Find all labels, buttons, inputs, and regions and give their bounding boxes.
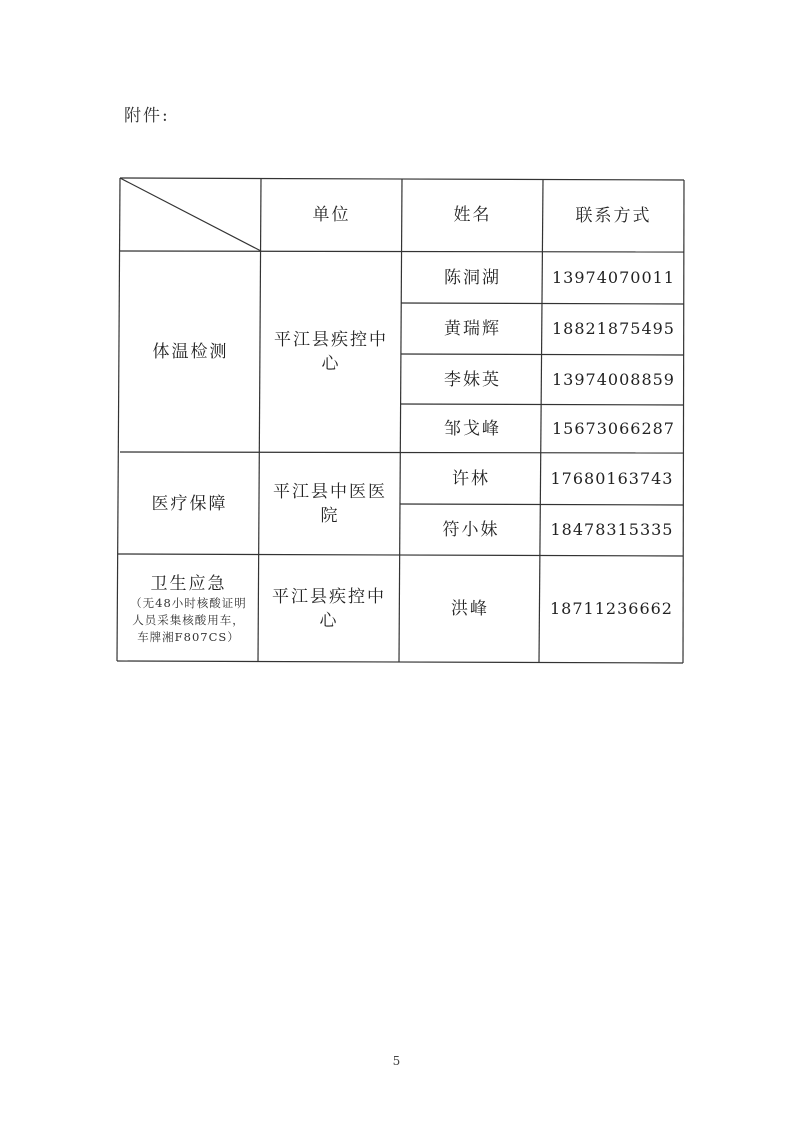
category-temperature: 体温检测 xyxy=(152,342,229,362)
phone-cell: 13974070011 xyxy=(552,267,675,287)
category-note: （无48小时核酸证明人员采集核酸用车，车牌湘F807CS） xyxy=(130,595,247,644)
header-unit: 单位 xyxy=(312,205,351,225)
category-title: 卫生应急 xyxy=(150,573,227,594)
name-cell: 陈洞湖 xyxy=(444,267,501,288)
header-name: 姓名 xyxy=(453,205,492,225)
category-emergency xyxy=(118,556,259,662)
phone-cell: 18478315335 xyxy=(550,520,674,539)
phone-cell: 13974008859 xyxy=(552,369,675,389)
header-contact: 联系方式 xyxy=(575,206,652,226)
header-diagonal xyxy=(120,178,261,251)
unit-cell: 平江县疾控中心 xyxy=(272,587,386,631)
name-cell: 符小妹 xyxy=(442,520,500,540)
attachment-label: 附件: xyxy=(124,106,170,126)
name-cell: 洪峰 xyxy=(451,599,489,619)
phone-cell: 15673066287 xyxy=(552,419,675,438)
name-cell: 许林 xyxy=(452,468,490,489)
name-cell: 邹戈峰 xyxy=(444,419,501,439)
name-cell: 李妹英 xyxy=(444,369,501,390)
unit-cell: 平江县疾控中心 xyxy=(274,330,388,374)
phone-cell: 17680163743 xyxy=(550,468,674,488)
category-medical: 医疗保障 xyxy=(151,494,228,514)
name-cell: 黄瑞辉 xyxy=(444,319,501,339)
phone-cell: 18821875495 xyxy=(552,319,675,338)
unit-cell: 平江县中医医院 xyxy=(273,482,387,526)
page-number: 5 xyxy=(392,1054,401,1068)
phone-cell: 18711236662 xyxy=(550,599,673,618)
